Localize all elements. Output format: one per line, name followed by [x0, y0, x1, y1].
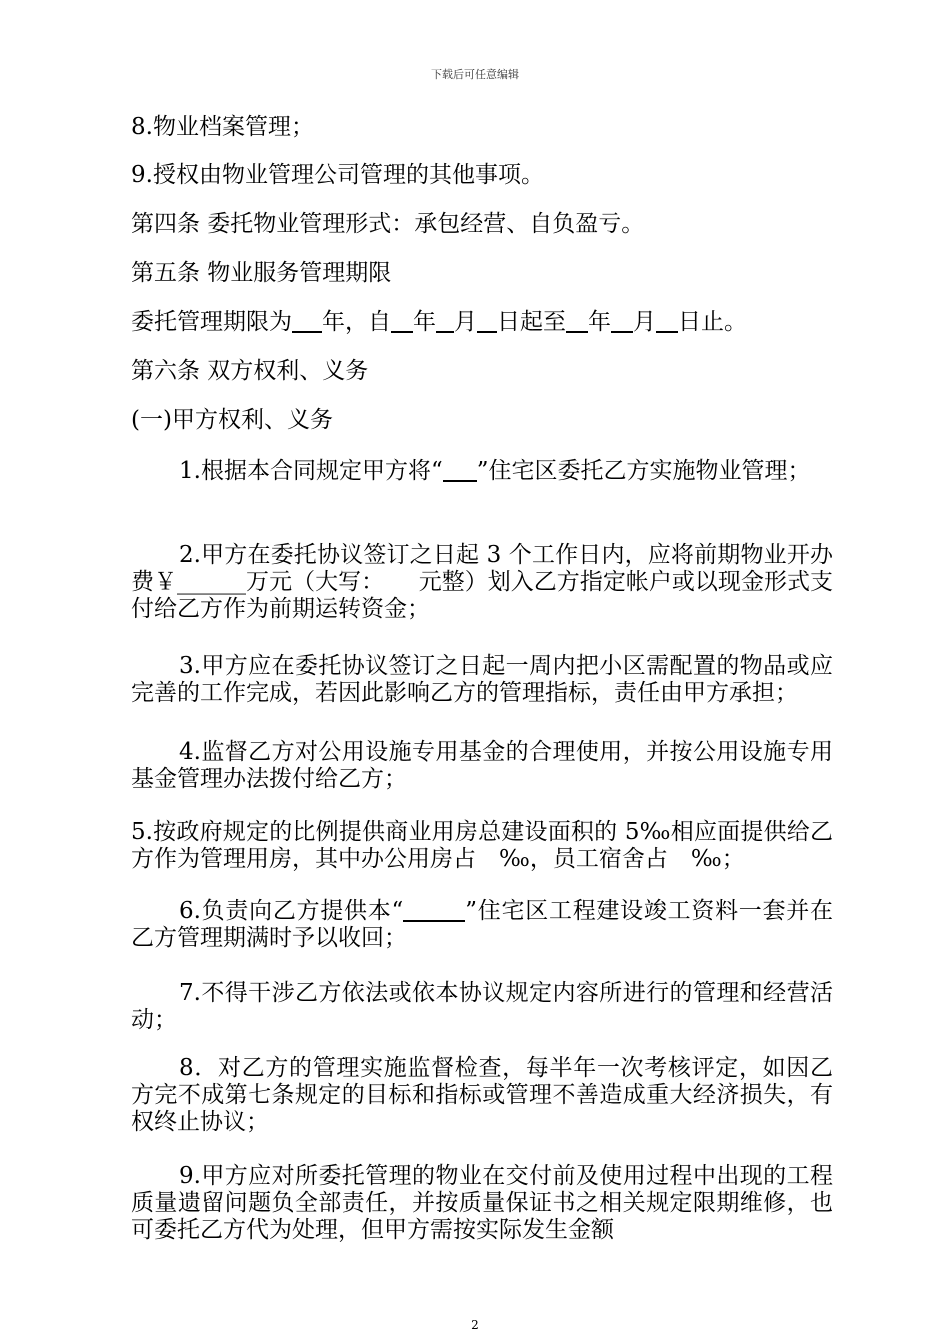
- blank-field: [656, 311, 678, 333]
- item-7: 7.不得干涉乙方依法或依本协议规定内容所进行的管理和经营活动；: [131, 980, 833, 1033]
- term-text: 月: [454, 309, 477, 335]
- blank-field: [391, 311, 413, 333]
- blank-field: [611, 311, 633, 333]
- page-number: 2: [471, 1318, 479, 1332]
- item-9: 9.甲方应对所委托管理的物业在交付前及使用过程中出现的工程质量遗留问题负全部责任，并按质量保证书之相关规定限期维修，也可委托乙方代为处理，但甲方需按实际发生金额: [131, 1163, 833, 1243]
- item-6: [131, 898, 833, 952]
- item-8: 8．对乙方的管理实施监督检查，每半年一次考核评定，如因乙方完不成第七条规定的目标和指标或管理不善造成重大经济损失，有权终止协议；: [131, 1055, 833, 1135]
- term-text: 年: [413, 309, 436, 335]
- article-6-heading: 第六条 双方权利、义务: [131, 358, 369, 384]
- item-3: 3.甲方应在委托协议签订之日起一周内把小区需配置的物品或应完善的工作完成，若因此影响乙方的管理指标，责任由甲方承担；: [131, 653, 833, 706]
- item-2: 2.甲方在委托协议签订之日起 3 个工作日内，应将前期物业开办费￥______万元（大写： 元整）划入乙方指定帐户或以现金形式支付给乙方作为前期运转资金；: [131, 542, 833, 622]
- clause-line-9: 9.授权由物业管理公司管理的其他事项。: [131, 162, 544, 188]
- term-text: 月: [633, 309, 656, 335]
- item-5: 5.按政府规定的比例提供商业用房总建设面积的 5‰相应面提供给乙方作为管理用房，其中办公用房占 ‰，员工宿舍占 ‰；: [131, 819, 833, 872]
- term-text: 委托管理期限为: [131, 309, 292, 335]
- blank-field: [477, 311, 497, 333]
- blank-field: [292, 311, 322, 333]
- section-1-heading: (一)甲方权利、义务: [131, 407, 333, 433]
- term-text: 年: [588, 309, 611, 335]
- page-header: 下载后可任意编辑: [431, 68, 519, 81]
- blank-field: [566, 311, 588, 333]
- blank-field: [443, 460, 477, 482]
- item-1: [131, 458, 833, 485]
- article-4-line: 第四条 委托物业管理形式：承包经营、自负盈亏。: [131, 211, 645, 237]
- clause-line-8: 8.物业档案管理；: [131, 114, 314, 140]
- article-5-heading: 第五条 物业服务管理期限: [131, 260, 392, 286]
- item-1-text: ”住宅区委托乙方实施物业管理；: [476, 458, 811, 484]
- item-1-text: 1.根据本合同规定甲方将“: [179, 458, 443, 484]
- item-6-text: 6.负责向乙方提供本“: [179, 898, 404, 924]
- term-text: 日止。: [678, 309, 747, 335]
- item-4: 4.监督乙方对公用设施专用基金的合理使用，并按公用设施专用基金管理办法拨付给乙方；: [131, 739, 833, 792]
- term-text: 年，自: [322, 309, 391, 335]
- blank-field: [403, 900, 465, 922]
- term-text: 日起至: [497, 309, 566, 335]
- term-line: [131, 307, 747, 337]
- item-6-text: ”住宅区工程建设竣工资料一套并在乙方管理期满时予以收回；: [131, 898, 833, 951]
- blank-field: [436, 311, 454, 333]
